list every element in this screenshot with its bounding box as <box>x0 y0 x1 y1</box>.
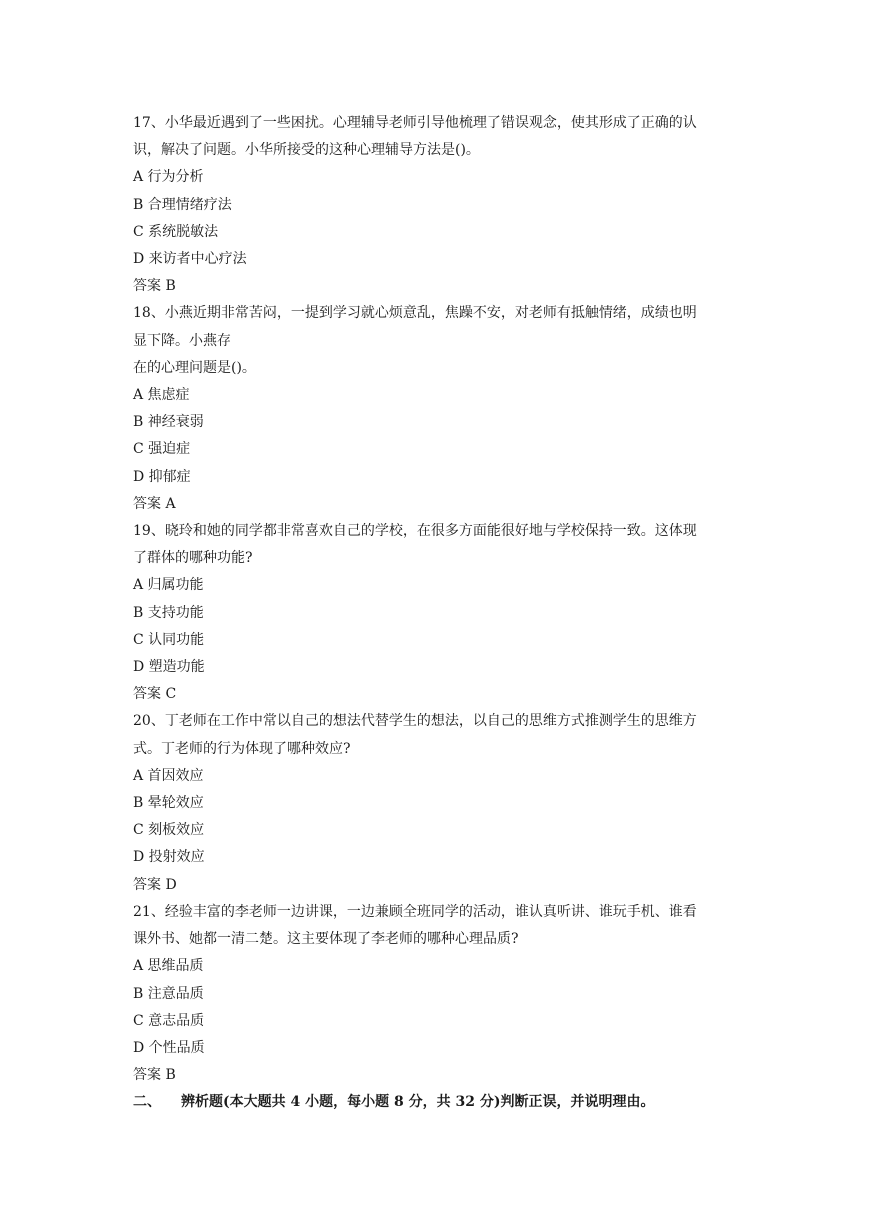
answer: 答案 A <box>133 495 176 512</box>
option-b: B 注意品质 <box>133 985 204 1002</box>
option-d: D 来访者中心疗法 <box>133 251 247 268</box>
answer: 答案 B <box>133 1067 176 1084</box>
question-stem-line: 19、晓玲和她的同学都非常喜欢自己的学校，在很多方面能很好地与学校保持一致。这体现 <box>133 523 697 540</box>
section-heading <box>133 1089 743 1116</box>
answer: 答案 D <box>133 876 177 893</box>
question-stem-line: 在的心理问题是()。 <box>133 359 256 376</box>
answer: 答案 B <box>133 278 176 295</box>
question-21 <box>133 899 743 1089</box>
question-19 <box>133 518 743 708</box>
option-d: D 抑郁症 <box>133 468 191 485</box>
option-c: C 认同功能 <box>133 631 205 648</box>
option-a: A 思维品质 <box>133 958 204 975</box>
option-d: D 投射效应 <box>133 849 205 866</box>
question-stem-line: 式。丁老师的行为体现了哪种效应? <box>133 740 351 757</box>
section-number: 二、 <box>133 1094 161 1111</box>
document-page <box>133 110 743 1117</box>
section-title: 辨析题(本大题共 4 小题，每小题 8 分，共 32 分)判断正误，并说明理由。 <box>181 1094 655 1111</box>
option-c: C 刻板效应 <box>133 822 205 839</box>
question-stem-line: 21、经验丰富的李老师一边讲课，一边兼顾全班同学的活动，谁认真听讲、谁玩手机、谁看 <box>133 903 697 920</box>
option-d: D 个性品质 <box>133 1039 205 1056</box>
question-stem-line: 了群体的哪种功能? <box>133 550 253 567</box>
answer: 答案 C <box>133 686 177 703</box>
question-18 <box>133 300 743 518</box>
option-c: C 意志品质 <box>133 1012 205 1029</box>
question-stem-line: 18、小燕近期非常苦闷，一提到学习就心烦意乱，焦躁不安，对老师有抵触情绪，成绩也明 <box>133 305 697 322</box>
option-d: D 塑造功能 <box>133 659 205 676</box>
question-stem-line: 17、小华最近遇到了一些困扰。心理辅导老师引导他梳理了错误观念，使其形成了正确的认 <box>133 115 697 131</box>
option-c: C 系统脱敏法 <box>133 223 219 240</box>
option-b: B 支持功能 <box>133 604 204 621</box>
option-a: A 焦虑症 <box>133 387 190 404</box>
option-a: A 归属功能 <box>133 577 204 594</box>
option-a: A 行为分析 <box>133 169 204 186</box>
question-stem-line: 20、丁老师在工作中常以自己的想法代替学生的想法，以自己的思维方式推测学生的思维方 <box>133 713 697 730</box>
option-b: B 晕轮效应 <box>133 795 204 812</box>
option-a: A 首因效应 <box>133 767 204 784</box>
question-17 <box>133 110 743 300</box>
option-b: B 神经衰弱 <box>133 414 204 431</box>
question-stem-line: 识，解决了问题。小华所接受的这种心理辅导方法是()。 <box>133 142 480 159</box>
question-stem-line: 课外书、她都一清二楚。这主要体现了李老师的哪种心理品质? <box>133 931 519 948</box>
option-b: B 合理情绪疗法 <box>133 196 232 213</box>
option-c: C 强迫症 <box>133 441 191 458</box>
question-stem-line: 显下降。小燕存 <box>133 332 231 349</box>
question-20 <box>133 708 743 898</box>
